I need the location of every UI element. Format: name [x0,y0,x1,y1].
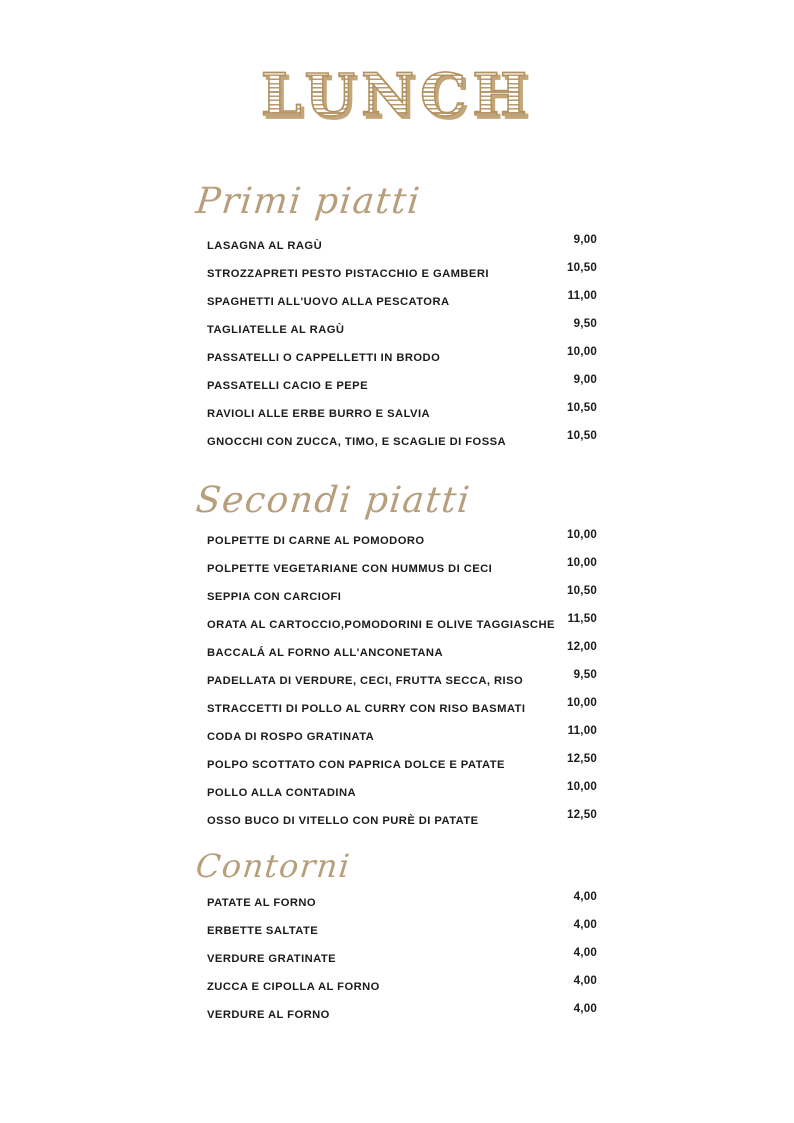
menu-section-contorni [207,890,597,1030]
menu-item-name: VERDURE AL FORNO [207,1009,330,1021]
menu-item-price: 10,00 [566,556,597,569]
menu-item-name: LASAGNA AL RAGÙ [207,240,323,252]
menu-item-price: 10,00 [566,696,597,709]
menu-item-row [207,668,597,696]
menu-item-row [207,640,597,668]
menu-item-name: POLLO ALLA CONTADINA [207,787,357,799]
menu-item-price: 10,00 [566,345,597,358]
menu-item-name: VERDURE GRATINATE [207,953,337,965]
menu-item-price: 4,00 [573,1002,597,1015]
menu-item-price: 10,50 [566,261,597,274]
menu-item-name: CODA DI ROSPO GRATINATA [207,731,375,743]
section-heading-contorni: Contorni [194,847,353,885]
menu-item-row [207,289,597,317]
menu-item-name: ZUCCA E CIPOLLA AL FORNO [207,981,380,993]
menu-item-price: 4,00 [573,974,597,987]
menu-item-name: POLPETTE VEGETARIANE CON HUMMUS DI CECI [207,563,493,575]
menu-section-secondi-piatti [207,528,597,836]
menu-item-price: 10,50 [566,584,597,597]
menu-item-price: 4,00 [573,890,597,903]
menu-item-row [207,317,597,345]
menu-item-row [207,429,597,457]
menu-item-row [207,752,597,780]
section-heading-secondi-piatti: Secondi piatti [193,480,473,521]
menu-item-name: POLPETTE DI CARNE AL POMODORO [207,535,425,547]
menu-item-name: ERBETTE SALTATE [207,925,319,937]
menu-item-price: 10,50 [566,429,597,442]
menu-item-name: PATATE AL FORNO [207,897,317,909]
menu-item-price: 12,00 [566,640,597,653]
menu-item-name: OSSO BUCO DI VITELLO CON PURÈ DI PATATE [207,815,479,827]
menu-item-price: 9,00 [573,373,597,386]
menu-item-name: BACCALÁ AL FORNO ALL'ANCONETANA [207,647,443,659]
menu-item-name: TAGLIATELLE AL RAGÙ [207,324,345,336]
menu-item-name: STRACCETTI DI POLLO AL CURRY CON RISO BASMATI [207,703,526,715]
menu-item-price: 9,50 [573,317,597,330]
section-heading-primi-piatti: Primi piatti [193,181,423,222]
menu-item-price: 11,00 [567,724,597,737]
menu-item-row [207,528,597,556]
menu-item-name: POLPO SCOTTATO CON PAPRICA DOLCE E PATATE [207,759,505,771]
menu-item-price: 10,00 [566,780,597,793]
menu-item-row [207,780,597,808]
menu-item-row [207,401,597,429]
menu-item-row [207,612,597,640]
menu-item-price: 11,00 [567,289,597,302]
menu-item-price: 10,00 [566,528,597,541]
menu-item-name: SEPPIA CON CARCIOFI [207,591,342,603]
menu-item-price: 9,50 [573,668,597,681]
menu-item-row [207,696,597,724]
menu-item-name: RAVIOLI ALLE ERBE BURRO E SALVIA [207,408,431,420]
menu-item-row [207,556,597,584]
menu-item-name: PASSATELLI CACIO E PEPE [207,380,368,392]
menu-item-row [207,890,597,918]
menu-item-row [207,233,597,261]
menu-item-row [207,808,597,836]
menu-item-name: ORATA AL CARTOCCIO,POMODORINI E OLIVE TAGGIASCHE [207,619,555,631]
menu-item-row [207,974,597,1002]
menu-item-row [207,584,597,612]
menu-item-row [207,1002,597,1030]
menu-item-price: 12,50 [566,808,597,821]
menu-item-row [207,918,597,946]
menu-item-price: 9,00 [573,233,597,246]
menu-item-row [207,946,597,974]
menu-item-price: 4,00 [573,946,597,959]
menu-section-primi-piatti [207,233,597,457]
menu-item-row [207,261,597,289]
menu-item-row [207,345,597,373]
menu-item-name: SPAGHETTI ALL'UOVO ALLA PESCATORA [207,296,450,308]
menu-item-name: STROZZAPRETI PESTO PISTACCHIO E GAMBERI [207,268,489,280]
menu-item-price: 11,50 [567,612,597,625]
menu-item-name: PADELLATA DI VERDURE, CECI, FRUTTA SECCA, RISO [207,675,524,687]
menu-item-name: PASSATELLI O CAPPELLETTI IN BRODO [207,352,441,364]
page-title: LUNCH [260,61,534,129]
menu-item-price: 12,50 [566,752,597,765]
menu-item-row [207,724,597,752]
menu-title-container [0,61,794,146]
menu-item-price: 10,50 [566,401,597,414]
menu-item-name: GNOCCHI CON ZUCCA, TIMO, E SCAGLIE DI FOSSA [207,436,507,448]
menu-item-price: 4,00 [573,918,597,931]
menu-item-row [207,373,597,401]
